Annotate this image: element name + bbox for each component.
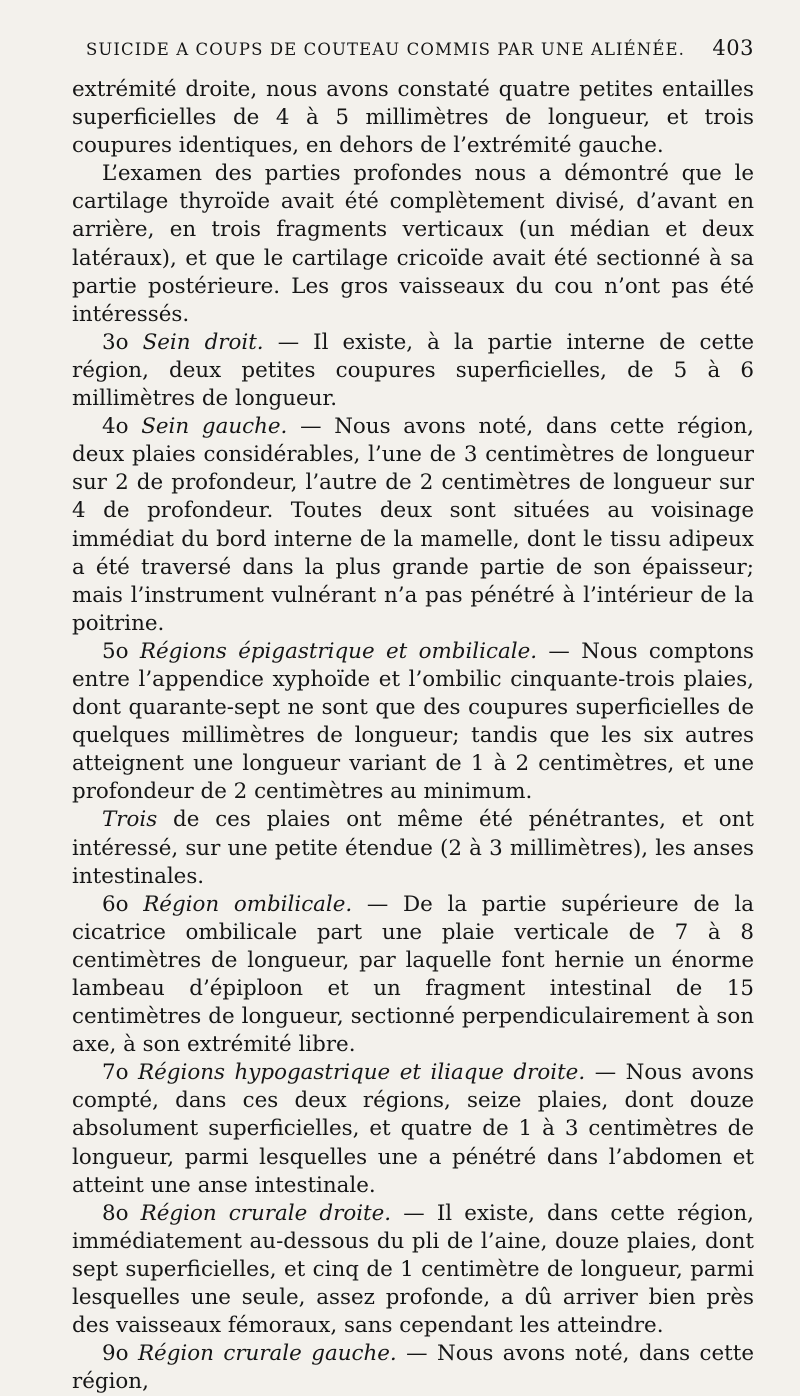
page-number: 403 (712, 36, 754, 60)
section-title: Région crurale droite. (140, 1200, 392, 1226)
section-title: Régions hypogastrique et iliaque droite. (138, 1060, 586, 1086)
section-number: 7o (102, 1060, 129, 1086)
paragraph-sein-gauche (72, 413, 754, 638)
paragraph-text: L’examen des parties profondes nous a démontré que le cartilage thyroïde avait été complètement divisé, d’avant en arrière, en trois fragments verticaux (un médian et deux latéraux), et que le cartilage cricoïde avait été sectionné à sa partie postérieure. Les gros vaisseaux du cou n’ont pas été intéressés. (72, 161, 754, 327)
paragraph-ombilicale (72, 891, 754, 1060)
em-dash: — (594, 1060, 617, 1086)
paragraph-crurale-gauche (72, 1340, 754, 1396)
page-header (72, 36, 754, 76)
section-number: 6o (102, 891, 129, 917)
paragraph-text: De la partie supérieure de la cicatrice ombilicale part une plaie verticale de 7 à 8 centimètres de longueur, par laquelle font hernie un énorme lambeau d’épiploon et un fragment intestinal de 15 centimètres de longueur, sectionné perpendiculairement à son axe, à son extrémité libre. (72, 891, 754, 1058)
paragraph-crurale-droite (72, 1200, 754, 1340)
paragraph-trois (72, 806, 754, 890)
section-number: 4o (102, 414, 129, 440)
section-title: Régions épigastrique et ombilicale. (139, 638, 538, 664)
section-number: 9o (102, 1341, 129, 1367)
paragraph-text: extrémité droite, nous avons constaté quatre petites entailles superficielles de 4 à 5 millimètres de longueur, et trois coupures identiques, en dehors de l’extrémité gauche. (72, 77, 754, 159)
paragraph-cartilage (72, 160, 754, 329)
em-dash: — (366, 891, 389, 917)
paragraph-sein-droit (72, 329, 754, 413)
paragraph-text: Nous avons compté, dans ces deux régions, seize plaies, dont douze absolument superficielles, et quatre de 1 à 3 centimètres de longueur, parmi lesquelles une a pénétré dans l’abdomen et atteint une anse intestinale. (72, 1060, 754, 1198)
section-title: Région ombilicale. (143, 891, 353, 917)
section-title: Région crurale gauche. (137, 1341, 397, 1367)
paragraph-text: Nous comptons entre l’appendice xyphoïde et l’ombilic cinquante-trois plaies, dont quarante-sept ne sont que des coupures superficielles de quelques millimètres de longueur; tandis que les six autres atteignent une longueur variant de 1 à 2 centimètres, et une profondeur de 2 centimètres au minimum. (72, 638, 754, 805)
section-number: 5o (102, 638, 129, 664)
em-dash: — (300, 414, 322, 440)
paragraph-text: de ces plaies ont même été pénétrantes, et ont intéressé, sur une petite étendue (2 à 3 millimètres), les anses intestinales. (72, 807, 754, 889)
paragraph-text: Nous avons noté, dans cette région, (72, 1341, 754, 1395)
section-title: Sein droit. (142, 329, 264, 355)
running-title: SUICIDE A COUPS DE COUTEAU COMMIS PAR UNE ALIÉNÉE. (86, 40, 685, 59)
em-dash: — (406, 1341, 428, 1367)
paragraph-epigastrique (72, 638, 754, 807)
lead-italic: Trois (102, 807, 158, 833)
paragraph-continuation (72, 76, 754, 160)
section-number: 3o (102, 329, 129, 355)
paragraph-text: Il existe, dans cette région, immédiatement au-dessous du pli de l’aine, douze plaies, dont sept superficielles, et cinq de 1 centimètre de longueur, parmi lesquelles une seule, assez profonde, a dû arriver bien près des vaisseaux fémoraux, sans cependant les atteindre. (72, 1200, 754, 1339)
paragraph-text: Nous avons noté, dans cette région, deux plaies considérables, l’une de 3 centimètres de longueur sur 2 de profondeur, l’autre de 2 centimètres de longueur sur 4 de profondeur. Toutes deux sont situées au voisinage immédiat du bord interne de la mamelle, dont le tissu adipeux a été traversé dans la plus grande partie de son épaisseur; mais l’instrument vulnérant n’a pas pénétré à l’intérieur de la poitrine. (72, 414, 754, 636)
em-dash: — (403, 1200, 425, 1226)
body-text (72, 76, 754, 1396)
em-dash: — (277, 329, 300, 355)
em-dash: — (548, 638, 570, 664)
paragraph-hypogastrique (72, 1059, 754, 1199)
paragraph-text: Il existe, à la partie interne de cette région, deux petites coupures superficielles, de 5 à 6 millimètres de longueur. (72, 329, 754, 412)
section-number: 8o (102, 1200, 129, 1226)
section-title: Sein gauche. (141, 414, 288, 440)
